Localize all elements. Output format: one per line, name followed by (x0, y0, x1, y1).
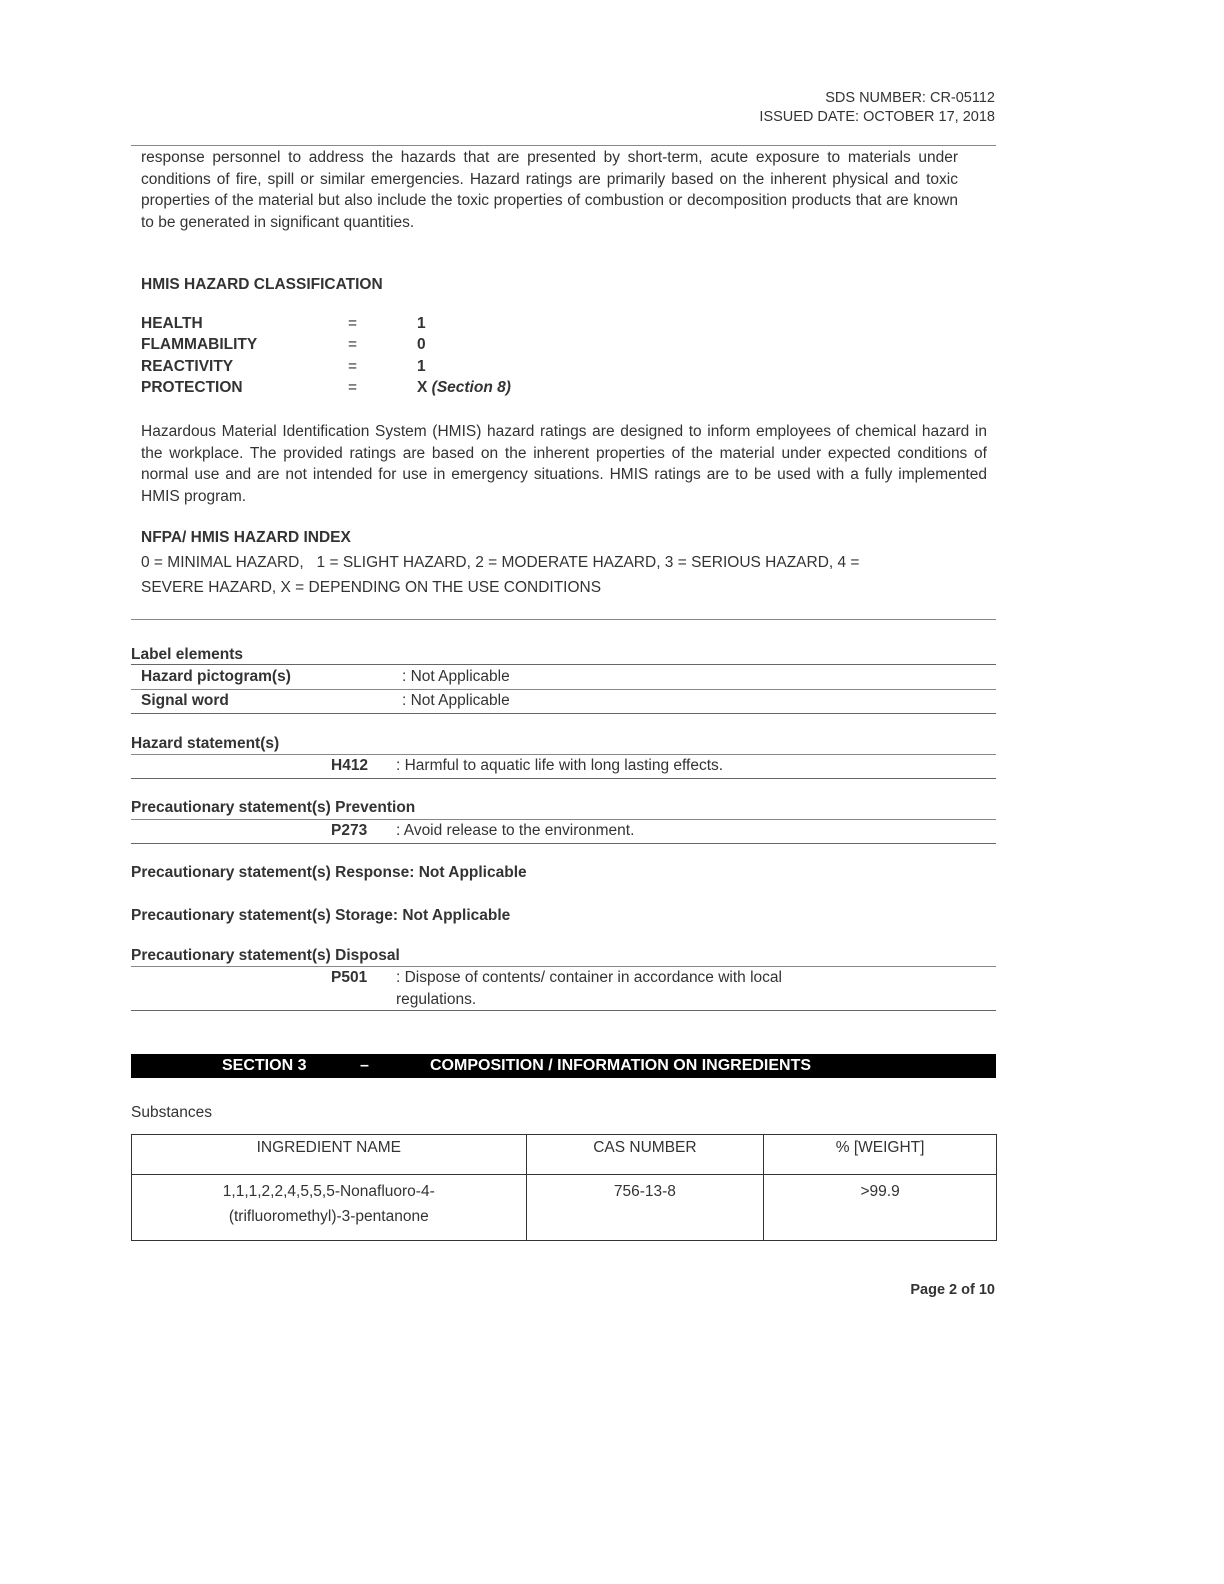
ingredient-name-line1: 1,1,1,2,2,4,5,5,5-Nonafluoro-4- (222, 1183, 435, 1200)
section-3-header (131, 1054, 996, 1078)
hmis-protection-label: PROTECTION (141, 379, 243, 396)
disposal-title: Precautionary statement(s) Disposal (131, 947, 400, 964)
header-divider (131, 145, 996, 146)
hmis-protection-code: X (417, 379, 428, 396)
hazard-statements-rule-bottom (131, 778, 996, 779)
signal-word-value: : Not Applicable (402, 692, 510, 709)
substances-label: Substances (131, 1104, 212, 1121)
hmis-protection-value (417, 379, 511, 397)
hmis-title: HMIS HAZARD CLASSIFICATION (141, 276, 383, 293)
ingredient-name-header: INGREDIENT NAME (132, 1135, 527, 1175)
disposal-code: P501 (331, 969, 368, 986)
label-elements-title: Label elements (131, 646, 243, 663)
hazard-pictogram-label: Hazard pictogram(s) (141, 668, 291, 685)
section-3-dash: – (360, 1057, 369, 1074)
page-number: Page 2 of 10 (910, 1282, 995, 1298)
disposal-text-line1: : Dispose of contents/ container in accordance with local (396, 969, 782, 986)
section-3-title: COMPOSITION / INFORMATION ON INGREDIENTS (430, 1057, 812, 1074)
hmis-flammability-value: 0 (417, 336, 426, 353)
storage-statement: Precautionary statement(s) Storage: Not Applicable (131, 907, 511, 924)
hazard-statements-rule-top (131, 754, 996, 755)
hazard-index-title: NFPA/ HMIS HAZARD INDEX (141, 529, 351, 546)
ingredient-name-cell (132, 1175, 527, 1241)
label-elements-rule-top (131, 664, 996, 665)
weight-header: % [WEIGHT] (764, 1135, 997, 1175)
prevention-code: P273 (331, 822, 368, 839)
hmis-protection-eq: = (348, 379, 358, 396)
response-statement: Precautionary statement(s) Response: Not Applicable (131, 864, 527, 881)
prevention-rule-bottom (131, 843, 996, 844)
hmis-reactivity-value: 1 (417, 358, 426, 375)
hmis-health-eq: = (348, 315, 358, 332)
hmis-health-label: HEALTH (141, 315, 203, 332)
hazard-index-line2: SEVERE HAZARD, X = DEPENDING ON THE USE CONDITIONS (141, 579, 602, 596)
signal-word-label: Signal word (141, 692, 229, 709)
hmis-reactivity-label: REACTIVITY (141, 358, 234, 375)
disposal-text-line2: regulations. (396, 991, 477, 1008)
intro-paragraph: response personnel to address the hazards that are presented by short-term, acute exposure to materials under conditions of fire, spill or similar emergencies. Hazard ratings are primarily based on the inherent physical and toxic properties of the material but also include the toxic properties of combustion or decomposition products that are known to be generated in significant quantities. (141, 149, 958, 231)
hmis-protection-note: (Section 8) (431, 379, 511, 396)
hazard-statement-text: : Harmful to aquatic life with long lasting effects. (396, 757, 724, 774)
table-row (132, 1175, 997, 1241)
hazard-index-line1: 0 = MINIMAL HAZARD, 1 = SLIGHT HAZARD, 2 = MODERATE HAZARD, 3 = SERIOUS HAZARD, 4 = (141, 554, 860, 571)
ingredients-header-row (132, 1135, 997, 1175)
weight-cell: >99.9 (764, 1175, 997, 1241)
hazard-statement-code: H412 (331, 757, 369, 774)
hmis-flammability-label: FLAMMABILITY (141, 336, 258, 353)
cas-number-cell: 756-13-8 (526, 1175, 764, 1241)
prevention-title: Precautionary statement(s) Prevention (131, 799, 416, 816)
hazard-statements-title: Hazard statement(s) (131, 735, 280, 752)
cas-number-header: CAS NUMBER (526, 1135, 764, 1175)
hazard-pictogram-value: : Not Applicable (402, 668, 510, 685)
hmis-flammability-eq: = (348, 336, 358, 353)
label-elements-rule-bottom (131, 713, 996, 714)
hmis-description: Hazardous Material Identification System (HMIS) hazard ratings are designed to inform employees of chemical hazard in the workplace. The provided ratings are based on the inherent properties of the material under expected conditions of normal use and are not intended for use in emergency situations. HMIS ratings are to be used with a fully implemented HMIS program. (141, 423, 987, 505)
label-elements-rule-mid (131, 689, 996, 690)
ingredient-name-line2: (trifluoromethyl)-3-pentanone (228, 1208, 429, 1225)
prevention-rule-top (131, 819, 996, 820)
section-3-number: SECTION 3 (222, 1057, 307, 1074)
ingredients-table (131, 1134, 997, 1241)
sds-number: SDS NUMBER: CR-05112 (825, 90, 995, 106)
prevention-text: : Avoid release to the environment. (396, 822, 635, 839)
disposal-rule-bottom (131, 1010, 996, 1011)
hmis-reactivity-eq: = (348, 358, 358, 375)
issued-date: ISSUED DATE: OCTOBER 17, 2018 (759, 109, 995, 125)
hmis-health-value: 1 (417, 315, 426, 332)
disposal-rule-top (131, 966, 996, 967)
section-divider (131, 619, 996, 620)
